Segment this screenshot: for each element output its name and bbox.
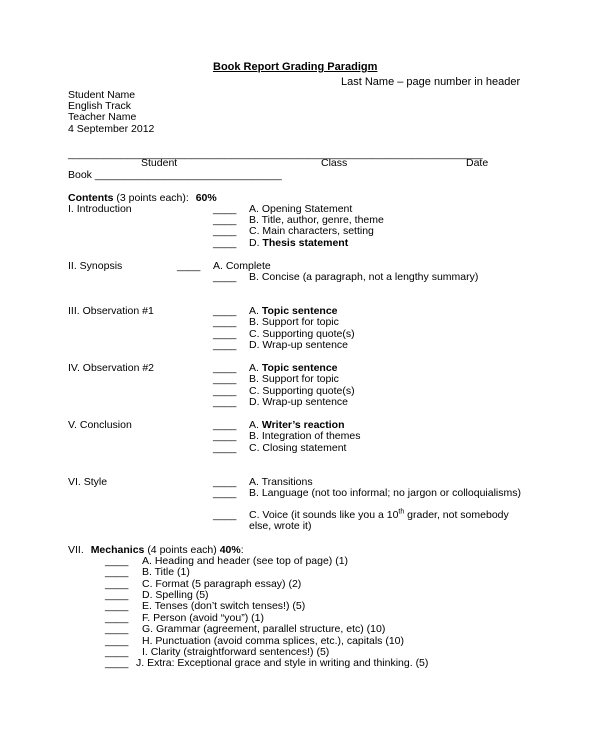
score-blank[interactable]: ____ xyxy=(213,385,237,397)
score-blank[interactable]: ____ xyxy=(213,509,237,521)
score-blank[interactable]: ____ xyxy=(105,646,129,658)
book-line: ________________________________ xyxy=(94,169,282,181)
score-blank[interactable]: ____ xyxy=(213,328,237,340)
criterion-item: B. Language (not too informal; no jargon or colloquialisms) xyxy=(249,487,521,499)
score-blank[interactable]: ____ xyxy=(213,396,237,408)
score-blank[interactable]: ____ xyxy=(213,442,237,454)
student-label: Student xyxy=(141,157,178,169)
criterion-item: B. Title, author, genre, theme xyxy=(249,214,384,226)
score-blank[interactable]: ____ xyxy=(213,362,237,374)
score-blank[interactable]: ____ xyxy=(105,635,129,647)
criterion-item: C. Closing statement xyxy=(249,442,347,454)
score-blank[interactable]: ____ xyxy=(213,271,237,283)
mechanics-item: B. Title (1) xyxy=(142,566,190,578)
criterion-item: C. Supporting quote(s) xyxy=(249,385,355,397)
score-blank[interactable]: ____ xyxy=(213,373,237,385)
score-blank[interactable]: ____ xyxy=(105,555,129,567)
date-label: Date xyxy=(466,157,489,169)
score-blank[interactable]: ____ xyxy=(105,612,129,624)
criterion-item: A. Opening Statement xyxy=(249,203,353,215)
mechanics-item: G. Grammar (agreement, parallel structure, etc) (10) xyxy=(142,623,386,635)
section-label: II. Synopsis xyxy=(68,260,123,272)
score-blank[interactable]: ____ xyxy=(105,566,129,578)
criterion-item: A. Topic sentence xyxy=(249,305,338,317)
score-blank[interactable]: ____ xyxy=(213,214,237,226)
mechanics-item: F. Person (avoid “you”) (1) xyxy=(142,612,264,624)
form-line: _______________________________________________________________________ xyxy=(68,148,483,160)
criterion-item: D. Wrap-up sentence xyxy=(249,339,349,351)
mechanics-item: E. Tenses (don’t switch tenses!) (5) xyxy=(142,600,306,612)
report-date: 4 September 2012 xyxy=(68,123,155,135)
criterion-item: A. Topic sentence xyxy=(249,362,338,374)
mechanics-item: A. Heading and header (see top of page) (1) xyxy=(142,555,349,567)
mechanics-item: D. Spelling (5) xyxy=(142,589,209,601)
english-track: English Track xyxy=(68,100,132,112)
score-blank[interactable]: ____ xyxy=(213,225,237,237)
section-label: I. Introduction xyxy=(68,203,132,215)
score-blank[interactable]: ____ xyxy=(213,419,237,431)
score-blank[interactable]: ____ xyxy=(105,623,129,635)
criterion-item: A. Complete xyxy=(213,260,271,272)
score-blank[interactable]: ____ xyxy=(213,339,237,351)
score-blank[interactable]: ____ xyxy=(105,578,129,590)
score-blank[interactable]: ____ xyxy=(213,487,237,499)
section-label: IV. Observation #2 xyxy=(68,362,154,374)
criterion-item: B. Concise (a paragraph, not a lengthy summary) xyxy=(249,271,479,283)
class-label: Class xyxy=(321,157,348,169)
mechanics-item: C. Format (5 paragraph essay) (2) xyxy=(142,578,302,590)
criterion-item: B. Support for topic xyxy=(249,316,339,328)
contents-heading: Contents (3 points each): 60% xyxy=(68,192,217,204)
score-blank[interactable]: ____ xyxy=(213,237,237,249)
criterion-item: B. Integration of themes xyxy=(249,430,361,442)
book-field xyxy=(68,170,282,182)
criterion-item: A. Writer’s reaction xyxy=(249,419,345,431)
section-label: VI. Style xyxy=(68,476,108,488)
criterion-item: B. Support for topic xyxy=(249,373,339,385)
criterion-item: D. Thesis statement xyxy=(249,237,349,249)
criterion-item-continued: else, wrote it) xyxy=(249,520,312,532)
score-blank[interactable]: ____ xyxy=(105,589,129,601)
document-title: Book Report Grading Paradigm xyxy=(213,61,378,73)
mechanics-heading: VII. Mechanics (4 points each) 40%: xyxy=(68,544,244,556)
score-blank[interactable]: ____ xyxy=(213,203,237,215)
student-name: Student Name xyxy=(68,89,136,101)
score-blank[interactable]: ____ xyxy=(177,260,201,272)
mechanics-item: J. Extra: Exceptional grace and style in writing and thinking. (5) xyxy=(136,657,429,669)
section-label: III. Observation #1 xyxy=(68,305,154,317)
criterion-item: C. Main characters, setting xyxy=(249,225,374,237)
score-blank[interactable]: ____ xyxy=(213,305,237,317)
teacher-name: Teacher Name xyxy=(68,111,137,123)
score-blank[interactable]: ____ xyxy=(213,430,237,442)
criterion-item: D. Wrap-up sentence xyxy=(249,396,349,408)
mechanics-item: H. Punctuation (avoid comma splices, etc.), capitals (10) xyxy=(142,635,405,647)
mechanics-item: I. Clarity (straightforward sentences!) (5) xyxy=(142,646,330,658)
criterion-item: A. Transitions xyxy=(249,476,313,488)
book-label: Book xyxy=(68,169,92,181)
score-blank[interactable]: ____ xyxy=(213,316,237,328)
score-blank[interactable]: ____ xyxy=(213,476,237,488)
section-label: V. Conclusion xyxy=(68,419,132,431)
last-name-note: Last Name – page number in header xyxy=(341,76,521,88)
score-blank[interactable]: ____ xyxy=(105,657,129,669)
criterion-item: C. Voice (it sounds like you a 10th grader, not somebody xyxy=(249,508,509,521)
criterion-item: C. Supporting quote(s) xyxy=(249,328,355,340)
score-blank[interactable]: ____ xyxy=(105,600,129,612)
